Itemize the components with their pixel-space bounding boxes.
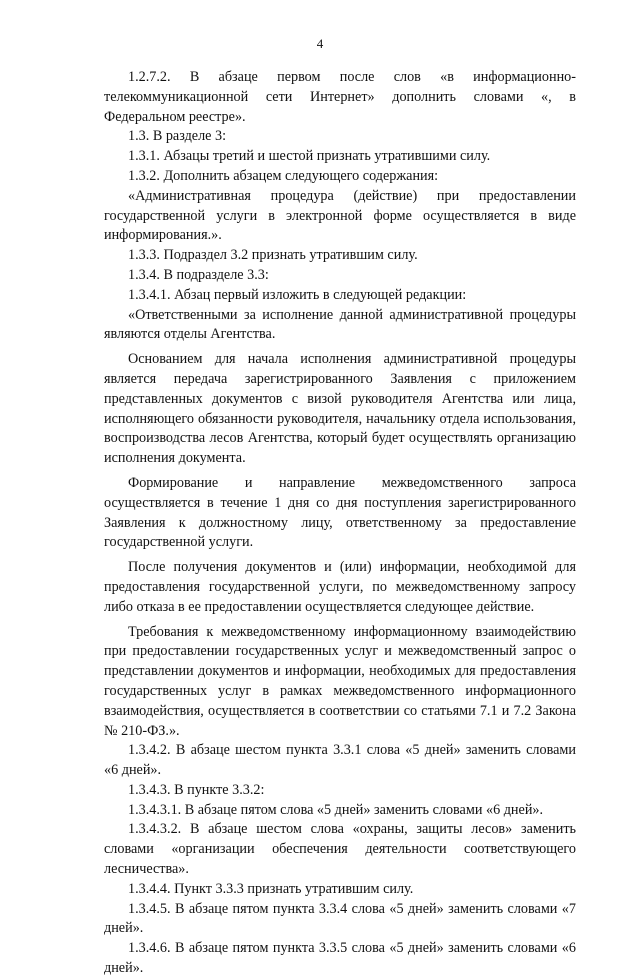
paragraph: 1.3.4.4. Пункт 3.3.3 признать утратившим силу. bbox=[128, 880, 414, 897]
paragraph: 1.3.4.5. В абзаце пятом пункта 3.3.4 слова «5 дней» заменить словами «7 дней». bbox=[104, 900, 576, 937]
paragraph: 1.3.4.6. В абзаце пятом пункта 3.3.5 слова «5 дней» заменить словами «6 дней». bbox=[104, 940, 576, 977]
paragraph: Требования к межведомственному информационному взаимодействию при предоставлении государственных услуг и межведомственный запрос о представлении документов и информации, необходимых для предоставления государственных услуг в рамках межведомственного информационного взаимодействия, осуществляется в соответствии со статьями 7.1 и 7.2 Закона № 210-ФЗ.». bbox=[104, 623, 576, 739]
paragraph: После получения документов и (или) информации, необходимой для предоставления государственной услуги, по межведомственному запросу либо отказа в ее предоставлении осуществляется следующее действие. bbox=[104, 559, 576, 615]
paragraph: «Административная процедура (действие) при предоставлении государственной услуги в электронной форме осуществляется в виде информирования.». bbox=[104, 187, 576, 244]
paragraph: 1.3.4.3. В пункте 3.3.2: bbox=[128, 781, 265, 798]
paragraph: 1.3.1. Абзацы третий и шестой признать утратившими силу. bbox=[128, 148, 491, 165]
paragraph: 1.3.2. Дополнить абзацем следующего содержания: bbox=[128, 167, 439, 184]
paragraph: 1.3.4.3.1. В абзаце пятом слова «5 дней» заменить словами «6 дней». bbox=[128, 801, 544, 818]
paragraph: Основанием для начала исполнения административной процедуры является передача зарегистрированного Заявления с приложением представленных документов с визой руководителя Агентства или лица, исполняющего обязанности руководителя, начальнику отдела использования, воспроизводства лесов Агентства, который будет осуществлять организацию исполнения документа. bbox=[104, 351, 576, 467]
paragraph: 1.3.4.2. В абзаце шестом пункта 3.3.1 слова «5 дней» заменить словами «6 дней». bbox=[104, 742, 576, 779]
page-number: 4 bbox=[316, 36, 324, 51]
paragraph: 1.3. В разделе 3: bbox=[128, 128, 227, 145]
paragraph: 1.2.7.2. В абзаце первом после слов «в информационно-телекоммуникационной сети Интернет» дополнить словами «, в Федеральном реестре». bbox=[104, 69, 576, 125]
paragraph: Формирование и направление межведомственного запроса осуществляется в течение 1 дня со дня поступления зарегистрированного Заявления к должностному лицу, ответственному за предоставление государственной услуги. bbox=[104, 474, 576, 551]
document-body bbox=[104, 68, 576, 979]
paragraph: 1.3.4. В подразделе 3.3: bbox=[128, 266, 269, 283]
paragraph: 1.3.4.3.2. В абзаце шестом слова «охраны, защиты лесов» заменить словами «организации обеспечения деятельности соответствующего лесничества». bbox=[104, 821, 576, 878]
paragraph: «Ответственными за исполнение данной административной процедуры являются отделы Агентства. bbox=[104, 306, 576, 343]
paragraph: 1.3.4.1. Абзац первый изложить в следующей редакции: bbox=[128, 286, 467, 303]
paragraph: 1.3.3. Подраздел 3.2 признать утратившим силу. bbox=[128, 247, 418, 264]
